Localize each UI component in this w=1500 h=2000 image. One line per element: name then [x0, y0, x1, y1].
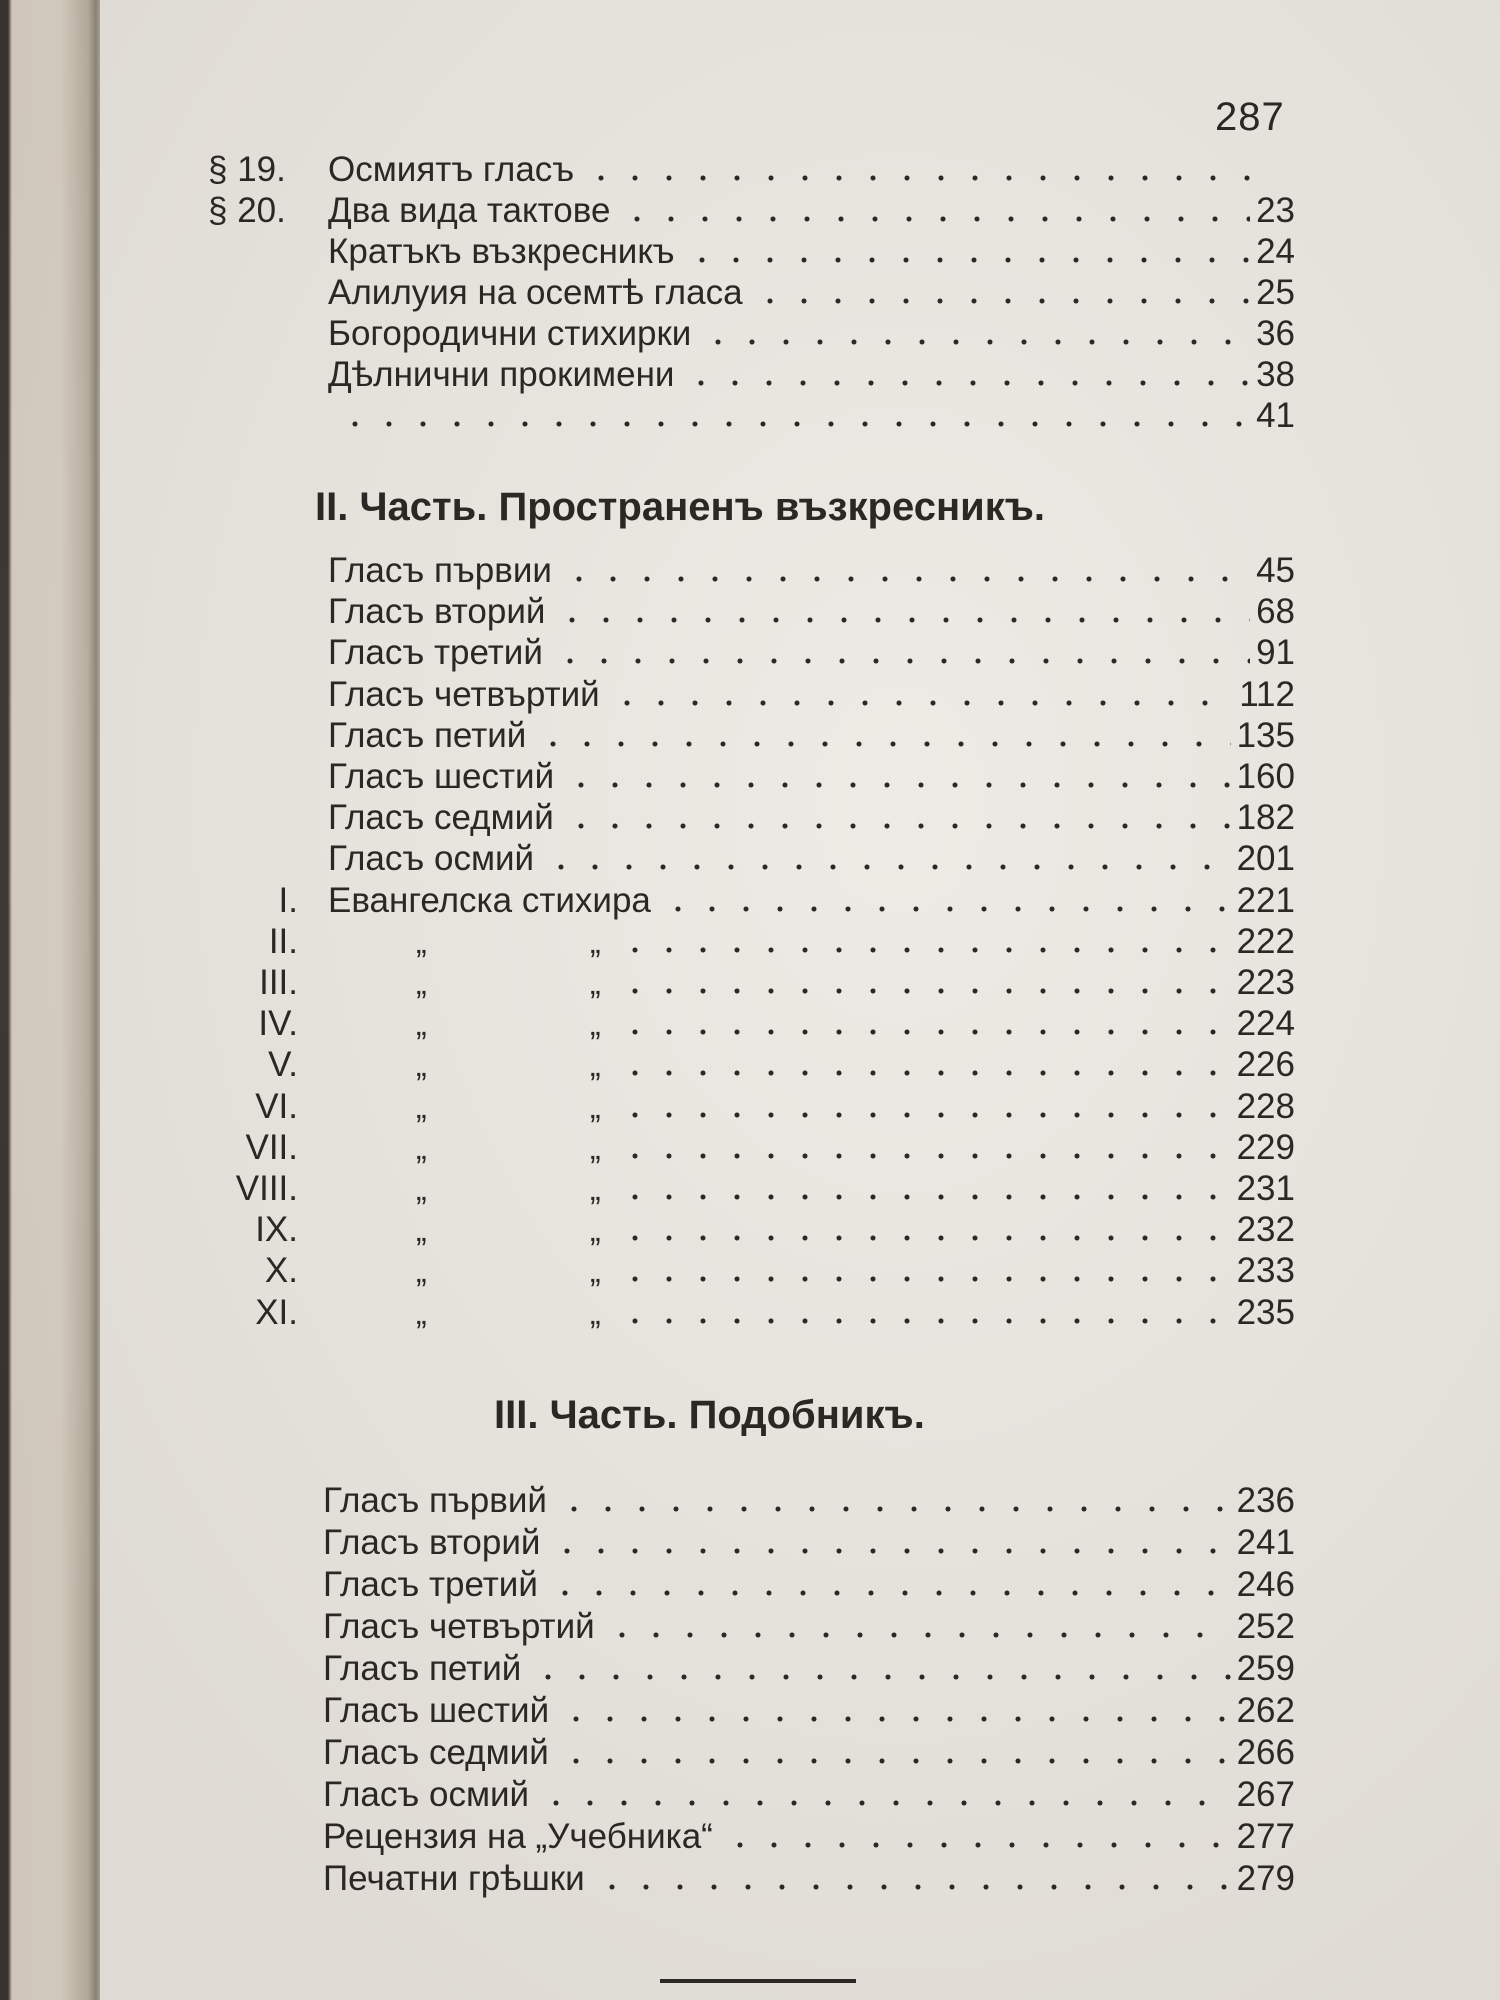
page-ref: 231: [1236, 1169, 1295, 1208]
page-ref: 182: [1236, 798, 1295, 838]
entry-title: [328, 1210, 608, 1250]
dot-leader: [557, 1506, 1231, 1512]
page-ref: 68: [1256, 592, 1295, 632]
entry-title: [328, 963, 608, 1003]
page-ref: 23: [1256, 191, 1295, 230]
toc-entry: [328, 314, 1295, 354]
toc-entry: [259, 963, 1295, 1003]
page-ref: 252: [1236, 1607, 1295, 1646]
ditto-mark: „: [590, 1006, 601, 1043]
toc-entry: [328, 232, 1295, 272]
entry-title: Алилуия на осемтѣ гласа: [328, 273, 743, 312]
toc-entry: [208, 191, 1295, 231]
ditto-mark: „: [590, 923, 601, 960]
toc-entry: [328, 633, 1295, 673]
dot-leader: [753, 298, 1251, 304]
entry-number: II.: [268, 921, 298, 961]
page-ref: 277: [1236, 1817, 1295, 1856]
part-2-heading: II. Часть. Пространенъ възкресникъ.: [315, 485, 1045, 529]
toc-entry: [323, 1565, 1295, 1605]
ditto-mark: „: [416, 1006, 427, 1043]
entry-title: Гласъ осмий: [328, 839, 535, 879]
page-ref: 236: [1236, 1481, 1295, 1520]
toc-entry: [328, 839, 1295, 879]
dot-leader: [531, 1674, 1230, 1680]
page-ref: 24: [1256, 232, 1295, 271]
toc-entry: [328, 675, 1295, 715]
entry-title: Гласъ вторий: [328, 592, 546, 632]
dot-leader: [661, 906, 1231, 912]
dot-leader: [618, 988, 1231, 994]
page-ref: 226: [1236, 1045, 1295, 1085]
entry-title: Гласъ четвъртий: [323, 1607, 595, 1646]
page-ref: 259: [1236, 1649, 1295, 1688]
entry-title: Кратъкъ възкресникъ: [328, 232, 675, 271]
page-ref: 91: [1256, 633, 1295, 673]
page-ref: 246: [1236, 1565, 1295, 1604]
dot-leader: [610, 700, 1234, 706]
page-ref: 25: [1256, 273, 1295, 312]
entry-number: IX.: [255, 1210, 298, 1250]
toc-entry: [323, 1691, 1295, 1731]
entry-title: [328, 1293, 608, 1333]
ditto-mark: „: [590, 1129, 601, 1166]
toc-entry: [235, 1169, 1295, 1209]
entry-number: VI.: [255, 1086, 298, 1126]
page-ref: 112: [1239, 674, 1295, 714]
toc-entry: [278, 880, 1295, 921]
entry-title: [328, 1128, 608, 1168]
toc-entry: [323, 1481, 1295, 1521]
entry-title: Гласъ седмий: [328, 798, 554, 838]
ditto-mark: „: [590, 1212, 601, 1249]
toc-entry: [268, 1045, 1295, 1085]
dot-leader: [550, 1548, 1230, 1554]
ditto-mark: „: [416, 923, 427, 960]
dot-leader: [553, 658, 1250, 664]
page-ref: 233: [1236, 1251, 1295, 1291]
entry-title: Два вида тактове: [328, 191, 611, 230]
toc-entry: [264, 1251, 1295, 1291]
toc-entry: [328, 592, 1295, 632]
dot-leader: [618, 947, 1231, 953]
entry-title: Гласъ петий: [328, 715, 527, 755]
entry-title: [328, 922, 608, 962]
page-ref: 223: [1236, 963, 1295, 1002]
ditto-mark: „: [416, 1088, 427, 1125]
dot-leader: [618, 1070, 1231, 1076]
dot-leader: [684, 380, 1250, 386]
page-ref: 266: [1236, 1733, 1295, 1772]
dot-leader: [338, 421, 1250, 427]
toc-entry: [323, 1523, 1295, 1563]
entry-number: § 19.: [208, 150, 286, 189]
toc-entry: [255, 1210, 1295, 1250]
toc-entry: [268, 921, 1295, 962]
toc-entry: [328, 396, 1295, 436]
ditto-mark: „: [416, 1253, 427, 1290]
page-ref: 235: [1236, 1292, 1295, 1332]
ditto-mark: „: [416, 1171, 427, 1207]
entry-title: Гласъ първий: [323, 1481, 547, 1520]
ditto-mark: „: [590, 965, 601, 1001]
entry-title: Гласъ първии: [328, 551, 552, 590]
toc-entry: [255, 1086, 1295, 1127]
ditto-mark: „: [590, 1047, 601, 1084]
ditto-mark: „: [590, 1171, 601, 1207]
ditto-mark: „: [416, 1047, 427, 1084]
toc-entry: [328, 273, 1295, 313]
toc-entry: [258, 1004, 1295, 1044]
entry-title: Гласъ шестий: [323, 1691, 550, 1730]
toc-entry: [328, 355, 1295, 395]
entry-title: [328, 1087, 608, 1127]
entry-number: VIII.: [235, 1169, 298, 1208]
dot-leader: [536, 741, 1230, 747]
dot-leader: [564, 782, 1230, 788]
dot-leader: [618, 1235, 1231, 1241]
toc-entry: [323, 1817, 1295, 1857]
entry-title: Осмиятъ гласъ: [328, 150, 575, 189]
ditto-mark: „: [416, 1129, 427, 1166]
toc-entry: [323, 1775, 1295, 1815]
page-ref: 262: [1236, 1691, 1295, 1730]
entry-number: IV.: [258, 1004, 298, 1044]
page-ref: 45: [1256, 551, 1295, 590]
page-ref: 36: [1256, 314, 1295, 353]
dot-leader: [544, 864, 1230, 870]
toc-entry: [245, 1127, 1295, 1168]
ditto-mark: „: [590, 1253, 601, 1290]
page-number: 287: [1215, 95, 1285, 139]
page-ref: 222: [1236, 921, 1295, 961]
dot-leader: [584, 175, 1269, 181]
page-ref: 267: [1236, 1775, 1295, 1814]
entry-title: Гласъ третий: [328, 633, 543, 673]
dot-leader: [723, 1842, 1231, 1848]
toc-entry: [323, 1859, 1295, 1899]
page-ref: 38: [1256, 355, 1295, 394]
ditto-mark: „: [416, 965, 427, 1001]
entry-title: Гласъ петий: [323, 1649, 522, 1688]
toc-entry: [328, 716, 1295, 756]
page-ref: 41: [1256, 396, 1295, 435]
entry-title: Гласъ четвъртий: [328, 674, 600, 714]
page-ref: 232: [1236, 1210, 1295, 1250]
dot-leader: [595, 1884, 1231, 1890]
dot-leader: [559, 1716, 1230, 1722]
page-ref: 135: [1236, 715, 1295, 755]
entry-title: Богородични стихирки: [328, 314, 692, 353]
dot-leader: [562, 576, 1250, 582]
dot-leader: [548, 1590, 1231, 1596]
page-ref: 160: [1236, 757, 1295, 796]
entry-title: [328, 1004, 608, 1044]
entry-number: XI.: [255, 1292, 298, 1332]
ditto-mark: „: [590, 1088, 601, 1125]
entry-title: [328, 1045, 608, 1085]
dot-leader: [555, 617, 1250, 623]
toc-entry: [328, 551, 1295, 591]
toc-entry: [255, 1292, 1295, 1333]
closing-rule: [660, 1979, 856, 1983]
page-ref: 228: [1236, 1086, 1295, 1126]
toc-entry: [328, 798, 1295, 838]
page-ref: 221: [1236, 880, 1295, 920]
dot-leader: [618, 1276, 1231, 1282]
entry-number: III.: [259, 963, 298, 1002]
entry-title: Печатни грѣшки: [323, 1859, 585, 1898]
page-ref: 241: [1236, 1523, 1295, 1562]
entry-number: § 20.: [208, 191, 286, 230]
dot-leader: [539, 1800, 1230, 1806]
ditto-mark: „: [590, 1294, 601, 1331]
dot-leader: [618, 1194, 1231, 1200]
dot-leader: [605, 1632, 1231, 1638]
toc-entry: [208, 150, 1295, 190]
entry-title: [328, 1169, 608, 1209]
toc-entry: [323, 1649, 1295, 1689]
page-ref: 279: [1236, 1859, 1295, 1898]
page-ref: 229: [1236, 1127, 1295, 1167]
entry-number: X.: [264, 1251, 298, 1291]
entry-number: I.: [278, 880, 298, 920]
entry-title: Евангелска стихира: [328, 880, 651, 920]
toc-entry: [323, 1733, 1295, 1773]
entry-title: [328, 1251, 608, 1291]
page-ref: 201: [1236, 839, 1295, 879]
ditto-mark: „: [416, 1294, 427, 1331]
entry-number: V.: [268, 1045, 298, 1085]
dot-leader: [618, 1153, 1231, 1159]
dot-leader: [618, 1112, 1231, 1118]
entry-title: Гласъ третий: [323, 1565, 538, 1604]
dot-leader: [620, 216, 1250, 222]
entry-title: Гласъ шестий: [328, 757, 555, 796]
entry-number: VII.: [245, 1127, 298, 1167]
toc-entry: [328, 757, 1295, 797]
entry-title: Гласъ осмий: [323, 1775, 530, 1814]
entry-title: Гласъ вторий: [323, 1523, 541, 1562]
part-3-heading: III. Часть. Подобникъ.: [494, 1393, 925, 1437]
dot-leader: [559, 1758, 1231, 1764]
dot-leader: [685, 257, 1251, 263]
dot-leader: [618, 1318, 1231, 1324]
page-ref: 224: [1236, 1004, 1295, 1044]
dot-leader: [618, 1029, 1231, 1035]
entry-title: Рецензия на „Учебника“: [323, 1817, 713, 1856]
toc-entry: [323, 1607, 1295, 1647]
dot-leader: [701, 339, 1250, 345]
entry-title: Дѣлнични прокимени: [328, 355, 675, 394]
entry-title: Гласъ седмий: [323, 1733, 549, 1772]
ditto-mark: „: [416, 1212, 427, 1249]
dot-leader: [564, 823, 1231, 829]
